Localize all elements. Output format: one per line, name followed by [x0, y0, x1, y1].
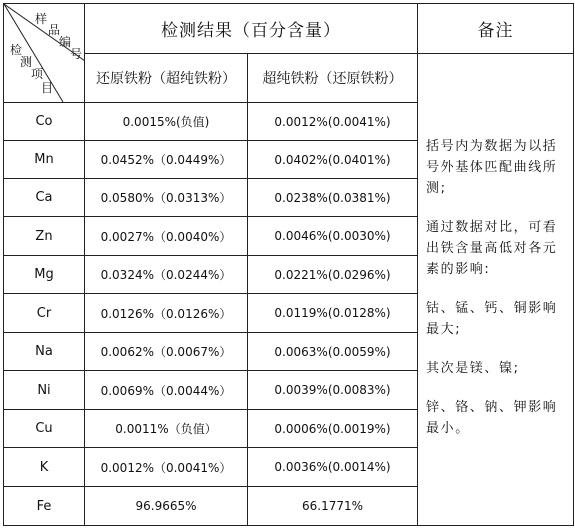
element-name: Cr — [4, 294, 85, 333]
reduced-value: 0.0126%（0.0126%） — [85, 294, 248, 333]
element-name: Co — [4, 103, 85, 141]
ultrapure-value: 0.0036%(0.0014%) — [248, 448, 418, 487]
corner-item-char-3: 项 — [31, 67, 44, 81]
ultrapure-value: 0.0221%(0.0296%) — [248, 256, 418, 294]
element-name: Zn — [4, 217, 85, 256]
element-name: Ca — [4, 179, 85, 217]
element-name: Fe — [4, 487, 85, 526]
element-name: Ni — [4, 371, 85, 410]
reduced-value: 0.0324%（0.0244%） — [85, 256, 248, 294]
remark-3: 钴、锰、钙、铜影响最大; — [426, 301, 558, 337]
ultrapure-value: 0.0006%(0.0019%) — [248, 410, 418, 448]
corner-sample-char-1: 样 — [35, 12, 48, 26]
remark-5: 锌、铬、钠、钾影响最小。 — [426, 400, 558, 436]
reduced-value: 0.0062%（0.0067%） — [85, 333, 248, 371]
reduced-value: 0.0027%（0.0040%） — [85, 217, 248, 256]
remarks-cell — [418, 54, 574, 526]
remark-1: 括号内为数据为以括号外基体匹配曲线所测; — [426, 139, 558, 196]
reduced-value: 96.9665% — [85, 487, 248, 526]
column-header-reduced: 还原铁粉（超纯铁粉） — [85, 54, 248, 103]
element-name: Mg — [4, 256, 85, 294]
element-name: K — [4, 448, 85, 487]
corner-sample-char-2: 品 — [48, 23, 61, 37]
remarks-title: 备注 — [418, 4, 574, 54]
ultrapure-value: 0.0119%(0.0128%) — [248, 294, 418, 333]
header-row-top — [4, 4, 574, 54]
reduced-value: 0.0012%（0.0041%） — [85, 448, 248, 487]
corner-sample-char-4: 号 — [70, 47, 83, 61]
ultrapure-value: 0.0063%(0.0059%) — [248, 333, 418, 371]
remark-2: 通过数据对比，可看出铁含量高低对各元素的影响: — [426, 220, 558, 277]
corner-item-char-2: 测 — [20, 55, 33, 69]
ultrapure-value: 0.0039%(0.0083%) — [248, 371, 418, 410]
element-name: Na — [4, 333, 85, 371]
element-name: Cu — [4, 410, 85, 448]
results-title: 检测结果（百分含量） — [85, 4, 418, 54]
results-table — [3, 3, 574, 526]
corner-sample-char-3: 编 — [59, 35, 72, 49]
element-name: Mn — [4, 141, 85, 179]
corner-header-cell — [4, 4, 85, 103]
reduced-value: 0.0069%（0.0044%） — [85, 371, 248, 410]
reduced-value: 0.0580%（0.0313%） — [85, 179, 248, 217]
reduced-value: 0.0011%（负值） — [85, 410, 248, 448]
remark-4: 其次是镁、镍; — [426, 361, 520, 376]
corner-item-char-4: 目 — [41, 81, 54, 95]
corner-item-char-1: 检 — [10, 43, 23, 57]
ultrapure-value: 0.0012%(0.0041%) — [248, 103, 418, 141]
reduced-value: 0.0015%(负值) — [85, 103, 248, 141]
ultrapure-value: 0.0046%(0.0030%) — [248, 217, 418, 256]
header-row-sub — [4, 54, 574, 103]
ultrapure-value: 66.1771% — [248, 487, 418, 526]
ultrapure-value: 0.0402%(0.0401%) — [248, 141, 418, 179]
ultrapure-value: 0.0238%(0.0381%) — [248, 179, 418, 217]
column-header-ultrapure: 超纯铁粉（还原铁粉） — [248, 54, 418, 103]
reduced-value: 0.0452%（0.0449%） — [85, 141, 248, 179]
